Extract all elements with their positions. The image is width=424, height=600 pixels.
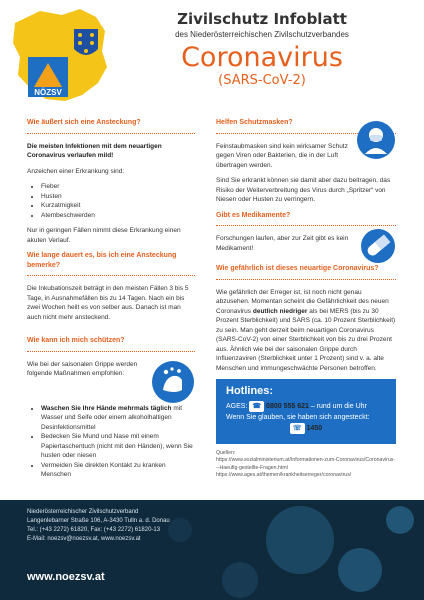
heading-infection-signs: Wie äußert sich eine Ansteckung? — [27, 119, 141, 126]
medication-text: Forschungen laufen, aber zur Zeit gibt es kein Medikament! — [216, 235, 349, 252]
emergency-hotline — [226, 423, 386, 434]
protection-intro: Wie bei der saisonalen Grippe werden folgende Maßnahmen empfohlen: — [27, 360, 138, 377]
right-column — [216, 118, 396, 480]
hotline-box — [216, 379, 396, 444]
left-column — [27, 118, 195, 486]
danger-text-bold: deutlich niedriger — [252, 307, 308, 315]
protection-item: • Bedecken Sie Mund und Nase mit einem Papiertaschentuch (nicht mit den Händen), wenn Sie husten oder niesen — [41, 432, 195, 461]
phone-icon: ☎ — [249, 401, 264, 412]
divider — [27, 275, 195, 276]
danger-text — [216, 288, 396, 374]
pill-icon — [360, 228, 396, 264]
symptom-item: • Husten — [41, 192, 195, 202]
symptoms-intro: Anzeichen einer Erkrankung sind: — [27, 167, 125, 175]
ages-label: AGES: — [226, 402, 248, 410]
hotline-title: Hotlines: — [226, 385, 274, 397]
danger-text-a: Wie gefährlich der Erreger ist, ist noch nicht genau abzusehen. Momentan scheint die Gefährlichkeit des neuen Coronavirus — [216, 288, 389, 315]
heading-danger: Wie gefährlich ist dieses neuartige Coronavirus? — [216, 265, 379, 272]
divider — [27, 351, 195, 352]
heading-masks: Helfen Schutzmasken? — [216, 119, 293, 126]
footer-website[interactable]: www.noezsv.at — [27, 571, 105, 583]
emergency-number[interactable]: 1450 — [306, 424, 323, 432]
danger-text-b: als bei MERS (bis zu 30 Prozent Sterblichkeit) und SARS (ca. 10 Prozent Sterblichkeit) zu sein. Man geht derzeit beim neuartigen Coronavirus (SARS-CoV-2) von einer Sterblichkeit von bis zu drei Prozent aus. Ähnlich wie bei der saisonalen Grippe durch Influenzaviren (Sterblichkeit unter 1 Prozent) sind v. a. alte Menschen und immungeschwächte Personen betroffen. — [216, 307, 396, 372]
topic-subtitle: (SARS-CoV-2) — [218, 73, 306, 88]
logo-text: NÖZSV — [34, 88, 62, 97]
ages-hotline — [226, 401, 386, 412]
ages-suffix: – rund um die Uhr — [308, 402, 367, 410]
divider — [27, 133, 195, 134]
source-link[interactable]: https://www.sozialministerium.at/Informationen-zum-Coronavirus/Coronavirus---Haeufig-gestellte-Fragen.html — [216, 457, 396, 471]
emergency-phone-icon: ☏ — [290, 423, 305, 434]
title-block — [110, 10, 414, 89]
masks-text-2: Sind Sie erkrankt können sie damit aber dazu beitragen, das Risiko der Weiterverbreitung des Virus durch „Spritzer“ von Niesen oder Husten zu verringern. — [216, 177, 391, 203]
infection-hotline-note: Wenn Sie glauben, sie haben sich angesteckt: — [226, 413, 370, 421]
symptom-item: • Atembeschwerden — [41, 211, 195, 221]
mask-person-icon — [356, 120, 396, 160]
heading-medication: Gibt es Medikamente? — [216, 211, 291, 219]
masks-text-1: Feinstaubmasken sind kein wirksamer Schutz gegen Viren oder Bakterien, die in der Luft übertragen werden. — [216, 142, 348, 169]
handwash-icon — [151, 360, 195, 404]
symptom-list — [27, 182, 195, 220]
topic-title: Coronavirus — [181, 42, 343, 73]
page-title: Zivilschutz Infoblatt — [177, 10, 347, 28]
symptom-item: • Fieber — [41, 182, 195, 192]
coat-of-arms-icon — [74, 29, 98, 55]
heading-incubation: Wie lange dauert es, bis ich eine Ansteckung bemerke? — [27, 252, 177, 269]
sources — [216, 450, 396, 480]
footer-org: Niederösterreichischer Zivilschutzverband — [27, 509, 139, 515]
incubation-text: Die Inkubationszeit beträgt in den meisten Fällen 3 bis 5 Tage, in Ausnahmefällen bis zu 14 Tagen. Nach ein bis zwei Wochen heilt es von selber aus. Danach ist man auch nicht mehr ansteckend. — [27, 285, 189, 321]
acute-course-note: Nur in geringen Fällen nimmt diese Erkrankung einen akuten Verlauf. — [27, 227, 181, 244]
sources-label: Quellen: — [216, 449, 236, 456]
logo-lower-austria-map — [10, 5, 110, 105]
footer-phone: Tel.: (+43 2272) 61820, Fax: (+43 2272) 61820-13 — [27, 527, 161, 533]
protection-item — [41, 404, 195, 433]
source-link[interactable]: https://www.ages.at/themen/krankheitserreger/coronavirus/ — [216, 472, 352, 478]
footer-address — [27, 508, 170, 544]
divider — [216, 225, 396, 226]
mild-course-note: Die meisten Infektionen mit dem neuartigen Coronavirus verlaufen mild! — [27, 142, 162, 159]
protection-list — [27, 404, 195, 480]
footer-email[interactable]: E-Mail: noezsv@noezsv.at, www.noezsv.at — [27, 536, 141, 542]
handwash-bold: Waschen Sie Ihre Hände mehrmals täglich — [41, 404, 172, 412]
divider — [216, 279, 396, 280]
page-subtitle: des Niederösterreichischen Zivilschutzverbandes — [175, 30, 349, 39]
header — [0, 0, 424, 110]
footer-street: Langenlebarner Straße 106, A-3430 Tulln a. d. Donau — [27, 518, 170, 524]
heading-protection: Wie kann ich mich schützen? — [27, 337, 125, 344]
protection-item: • Vermeiden Sie direkten Kontakt zu kranken Menschen — [41, 461, 195, 480]
ages-number[interactable]: 0800 555 621 — [266, 402, 309, 410]
footer — [0, 500, 424, 600]
handwash-rest: mit Wasser und Seife oder einem alkoholhaltigen Desinfektionsmittel — [41, 404, 183, 431]
symptom-item: • Kurzatmigkeit — [41, 201, 195, 211]
